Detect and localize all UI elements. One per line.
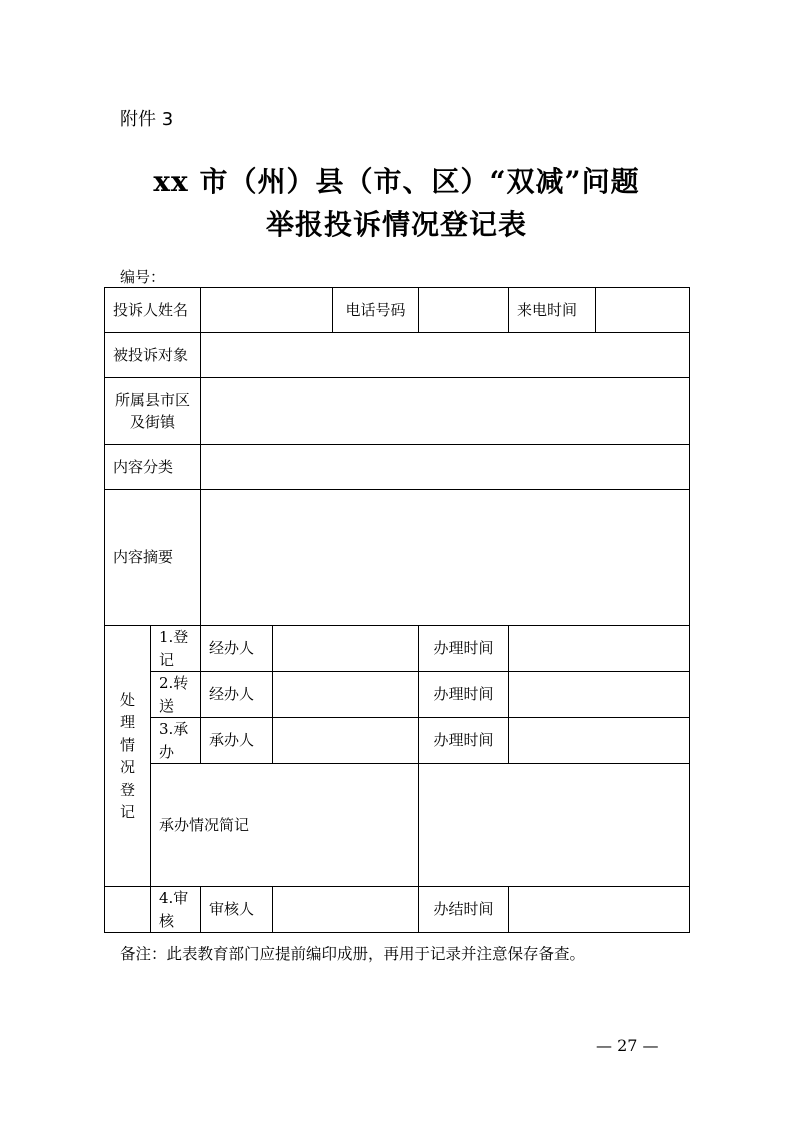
processing-char: 理 bbox=[119, 713, 135, 731]
step-time-label: 办理时间 bbox=[419, 718, 509, 764]
step-time-label: 办理时间 bbox=[419, 672, 509, 718]
processing-char: 情 bbox=[119, 735, 135, 754]
district-label-line2: 及街镇 bbox=[130, 413, 176, 431]
step-label: 1.登记 bbox=[151, 626, 201, 672]
complaint-registration-form bbox=[104, 287, 690, 933]
complainant-name-label: 投诉人姓名 bbox=[105, 288, 201, 333]
review-time-field[interactable] bbox=[509, 887, 690, 933]
complainant-name-field[interactable] bbox=[201, 288, 333, 333]
district-label-line1: 所属县市区 bbox=[115, 390, 191, 409]
serial-number-label: 编号： bbox=[120, 268, 166, 286]
content-summary-label: 内容摘要 bbox=[105, 490, 201, 626]
step-person-label: 经办人 bbox=[201, 626, 273, 672]
page-number: — 27 — bbox=[596, 1036, 659, 1055]
call-time-field[interactable] bbox=[596, 288, 690, 333]
content-summary-field[interactable] bbox=[201, 490, 690, 626]
step-time-label: 办理时间 bbox=[419, 626, 509, 672]
content-category-field[interactable] bbox=[201, 445, 690, 490]
handling-notes-field[interactable] bbox=[419, 764, 690, 887]
review-step-label: 4.审核 bbox=[151, 887, 201, 933]
step-person-field[interactable] bbox=[273, 672, 419, 718]
complaint-target-label: 被投诉对象 bbox=[105, 333, 201, 378]
content-category-label: 内容分类 bbox=[105, 445, 201, 490]
footnote: 备注：此表教育部门应提前编印成册，再用于记录并注意保存备查。 bbox=[120, 945, 586, 963]
step-label: 3.承办 bbox=[151, 718, 201, 764]
step-person-label: 经办人 bbox=[201, 672, 273, 718]
step-time-field[interactable] bbox=[509, 672, 690, 718]
attachment-label: 附件 3 bbox=[120, 109, 174, 130]
document-title-line1: xx 市（州）县（市、区）“双减”问题 bbox=[153, 165, 640, 198]
processing-registration-label bbox=[105, 626, 151, 887]
phone-number-label: 电话号码 bbox=[333, 288, 419, 333]
district-label bbox=[105, 378, 201, 445]
district-field[interactable] bbox=[201, 378, 690, 445]
complaint-target-field[interactable] bbox=[201, 333, 690, 378]
call-time-label: 来电时间 bbox=[509, 288, 596, 333]
step-person-label: 承办人 bbox=[201, 718, 273, 764]
processing-char: 记 bbox=[119, 803, 135, 821]
review-person-label: 审核人 bbox=[201, 887, 273, 933]
step-time-field[interactable] bbox=[509, 718, 690, 764]
document-title-line2: 举报投诉情况登记表 bbox=[265, 208, 527, 241]
phone-number-field[interactable] bbox=[419, 288, 509, 333]
review-time-label: 办结时间 bbox=[419, 887, 509, 933]
processing-char: 况 bbox=[119, 758, 135, 776]
handling-notes-label: 承办情况简记 bbox=[151, 764, 419, 887]
step-time-field[interactable] bbox=[509, 626, 690, 672]
processing-char: 处 bbox=[119, 690, 135, 709]
review-blank-cell bbox=[105, 887, 151, 933]
review-person-field[interactable] bbox=[273, 887, 419, 933]
step-person-field[interactable] bbox=[273, 626, 419, 672]
processing-char: 登 bbox=[119, 780, 135, 799]
step-person-field[interactable] bbox=[273, 718, 419, 764]
step-label: 2.转送 bbox=[151, 672, 201, 718]
